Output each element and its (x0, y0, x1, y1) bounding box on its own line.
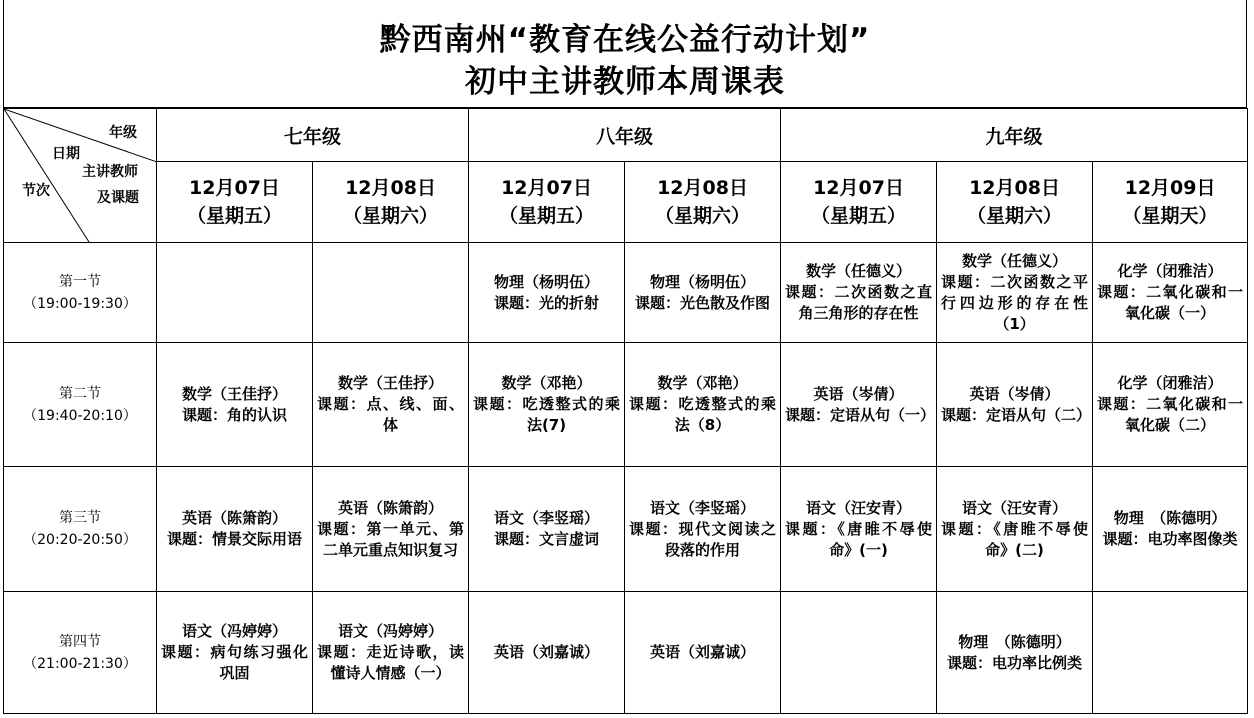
lesson-subject: 数学（王佳抒） (181, 384, 287, 403)
page-subtitle: 初中主讲教师本周课表 (465, 64, 785, 100)
corner-grade-label: 年级 (109, 125, 137, 141)
lesson-cell (313, 343, 469, 467)
corner-teacher-label: 主讲教师 (82, 164, 138, 180)
lesson-cell (157, 467, 313, 592)
corner-date-label: 日期 (52, 146, 80, 162)
date-header (469, 162, 625, 243)
lesson-cell (1093, 243, 1248, 343)
period-name: 第一节 (59, 273, 101, 290)
period-cell (4, 243, 157, 343)
lesson-topic: 课题：吃透整式的乘法(7) (473, 395, 621, 434)
lesson-cell (313, 467, 469, 592)
lesson-cell (157, 243, 313, 343)
lesson-topic: 课题：现代文阅读之段落的作用 (629, 519, 777, 559)
lesson-cell (625, 592, 781, 714)
lesson-cell (781, 467, 937, 592)
lesson-cell (313, 592, 469, 714)
date-header (625, 162, 781, 243)
lesson-cell (937, 467, 1093, 592)
lesson-cell (937, 343, 1093, 467)
lesson-cell (313, 243, 469, 343)
date-header (937, 162, 1093, 243)
lesson-topic: 课题：定语从句（二） (941, 405, 1092, 424)
lesson-topic: 课题：光色散及作图 (635, 293, 771, 312)
lesson-topic: 课题：二次函数之平行四边形的存在性（1） (941, 272, 1089, 333)
date-text: 12月08日 (657, 177, 748, 199)
lesson-cell (937, 243, 1093, 343)
lesson-topic: 课题：文言虚词 (494, 530, 600, 548)
lesson-subject: 物理（杨明伍） (650, 272, 756, 291)
lesson-topic: 课题：走近诗歌，读懂诗人情感（一） (317, 643, 465, 682)
lesson-cell (781, 592, 937, 714)
lesson-topic: 课题：二氧化碳和一氧化碳（一） (1097, 283, 1244, 322)
page-title: 黔西南州“教育在线公益行动计划” (379, 22, 871, 58)
lesson-subject: 化学（闭雅洁） (1117, 262, 1223, 280)
date-header (157, 162, 313, 243)
lesson-cell (469, 243, 625, 343)
weekday-text: （星期五） (186, 205, 282, 227)
lesson-subject: 物理（杨明伍） (494, 272, 600, 291)
lesson-subject: 英语（岑倩） (969, 384, 1060, 403)
lesson-topic: 课题：光的折射 (494, 293, 600, 312)
lesson-cell (469, 343, 625, 467)
lesson-cell (625, 467, 781, 592)
title-banner (3, 0, 1247, 108)
lesson-cell (625, 343, 781, 467)
lesson-subject: 语文（冯婷婷） (338, 622, 444, 640)
lesson-subject: 语文（李竖瑶） (650, 498, 756, 517)
period-time: （20:20-20:50） (23, 532, 137, 548)
lesson-cell (157, 343, 313, 467)
period-name: 第四节 (59, 633, 101, 650)
weekday-text: （星期六） (967, 205, 1063, 227)
corner-period-label: 节次 (22, 183, 50, 199)
lesson-subject: 英语（刘嘉诚） (650, 643, 756, 661)
date-header (313, 162, 469, 243)
lesson-subject: 语文（冯婷婷） (181, 622, 287, 640)
lesson-cell (157, 592, 313, 714)
date-header (1093, 162, 1248, 243)
lesson-cell (937, 592, 1093, 714)
lesson-subject: 英语（陈箫韵） (338, 498, 444, 517)
lesson-topic: 课题：吃透整式的乘法（8） (629, 395, 777, 434)
lesson-subject: 化学（闭雅洁） (1117, 374, 1223, 392)
lesson-subject: 英语（刘嘉诚） (494, 643, 600, 661)
lesson-topic: 课题：二氧化碳和一氧化碳（二） (1097, 395, 1244, 434)
lesson-cell (469, 592, 625, 714)
period-time: （21:00-21:30） (23, 655, 137, 672)
lesson-subject: 英语（陈箫韵） (181, 509, 287, 527)
table-row (4, 243, 1248, 343)
lesson-subject: 数学（任德义） (962, 251, 1068, 270)
date-text: 12月07日 (501, 177, 592, 199)
date-header (781, 162, 937, 243)
lesson-cell (1093, 592, 1248, 714)
lesson-cell (1093, 467, 1248, 592)
lesson-subject: 数学（邓艳） (657, 374, 748, 392)
period-cell (4, 592, 157, 714)
grade-header-7: 七年级 (157, 109, 469, 162)
lesson-topic: 课题：电功率比例类 (947, 653, 1083, 672)
lesson-topic: 课题：《唐睢不辱使命》(二) (941, 519, 1089, 559)
lesson-topic: 课题：角的认识 (181, 405, 287, 424)
grade-header-8: 八年级 (469, 109, 781, 162)
lesson-cell (1093, 343, 1248, 467)
weekday-text: （星期六） (343, 205, 439, 227)
date-text: 12月07日 (813, 177, 904, 199)
lesson-topic: 课题：定语从句（一） (785, 405, 936, 424)
weekday-text: （星期五） (499, 205, 595, 227)
table-row (4, 343, 1248, 467)
period-name: 第三节 (59, 510, 101, 526)
grade-header-9: 九年级 (781, 109, 1248, 162)
lesson-topic: 课题：电功率图像类 (1102, 530, 1238, 548)
table-row (4, 467, 1248, 592)
lesson-topic: 课题：情景交际用语 (166, 530, 302, 548)
weekday-text: （星期天） (1122, 205, 1218, 227)
lesson-topic: 课题：病句练习强化巩固 (161, 643, 308, 682)
date-text: 12月07日 (189, 177, 280, 199)
lesson-cell (781, 243, 937, 343)
date-text: 12月08日 (345, 177, 436, 199)
period-cell (4, 467, 157, 592)
date-text: 12月09日 (1124, 177, 1216, 199)
lesson-subject: 语文（汪安青） (806, 498, 912, 517)
lesson-topic: 课题：第一单元、第二单元重点知识复习 (317, 519, 465, 559)
period-name: 第二节 (59, 385, 101, 402)
date-text: 12月08日 (969, 177, 1060, 199)
lesson-subject: 语文（李竖瑶） (494, 509, 600, 527)
lesson-cell (625, 243, 781, 343)
lesson-subject: 英语（岑倩） (813, 384, 904, 403)
lesson-subject: 物理 （陈德明） (958, 632, 1071, 651)
lesson-topic: 课题：《唐睢不辱使命》(一) (785, 519, 933, 559)
period-time: （19:00-19:30） (23, 295, 137, 312)
lesson-subject: 物理 （陈德明） (1113, 509, 1227, 527)
schedule-table (3, 108, 1248, 714)
lesson-cell (781, 343, 937, 467)
lesson-subject: 数学（任德义） (806, 262, 912, 280)
table-row (4, 592, 1248, 714)
corner-header (4, 109, 157, 243)
lesson-topic: 课题：二次函数之直角三角形的存在性 (785, 283, 933, 322)
lesson-subject: 数学（邓艳） (501, 374, 592, 392)
lesson-topic: 课题：点、线、面、体 (317, 395, 465, 434)
corner-topic-label: 及课题 (97, 190, 139, 206)
weekday-text: （星期六） (655, 205, 751, 227)
lesson-subject: 语文（汪安青） (962, 498, 1068, 517)
lesson-subject: 数学（王佳抒） (338, 374, 444, 392)
lesson-cell (469, 467, 625, 592)
period-time: （19:40-20:10） (23, 407, 137, 424)
period-cell (4, 343, 157, 467)
weekday-text: （星期五） (811, 205, 907, 227)
